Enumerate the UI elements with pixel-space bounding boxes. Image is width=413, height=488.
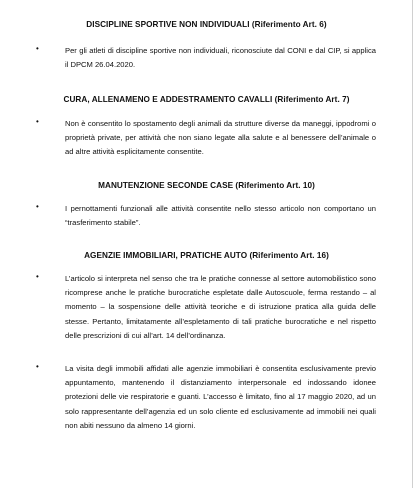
paragraph-text: Per gli atleti di discipline sportive non individuali, riconosciute dal CONI e dal CIP, si applica il DPCM 26.04.2020. bbox=[65, 46, 376, 70]
paragraph-text: L’articolo si interpreta nel senso che tra le pratiche connesse al settore automobilistico sono ricomprese anche le pratiche burocratiche espletate dalle Autoscuole, ferma restando – al momento – la sospensione delle attività teoriche e di istruzione pratica alla guida delle stesse. Pertanto, limitatamente all’espletamento di tali pratiche burocratiche e nel rispetto delle prescrizioni di cui all’art. 14 dell’ordinanza. bbox=[65, 274, 376, 340]
bullet-icon: • bbox=[36, 362, 39, 371]
paragraph-text: Non è consentito lo spostamento degli animali da strutture diverse da maneggi, ippodromi o proprietà private, per attività che non siano legate alla salute e al benessere dell’animale o ad altre attività esplicitamente consentite. bbox=[65, 119, 376, 157]
section-heading-seconde-case: MANUTENZIONE SECONDE CASE (Riferimento Art. 10) bbox=[98, 181, 315, 190]
bullet-item-discipline-sportive bbox=[36, 44, 376, 72]
section-heading-discipline-sportive: DISCIPLINE SPORTIVE NON INDIVIDUALI (Riferimento Art. 6) bbox=[86, 20, 327, 29]
bullet-icon: • bbox=[36, 272, 39, 281]
bullet-item-agenzie-immobiliari bbox=[36, 362, 376, 433]
paragraph-text: I pernottamenti funzionali alle attività consentite nello stesso articolo non comportano un “trasferimento stabile”. bbox=[65, 204, 376, 228]
bullet-icon: • bbox=[36, 117, 39, 126]
section-heading-agenzie-immobiliari: AGENZIE IMMOBILIARI, PRATICHE AUTO (Riferimento Art. 16) bbox=[84, 251, 329, 260]
bullet-icon: • bbox=[36, 44, 39, 53]
paragraph-text: La visita degli immobili affidati alle agenzie immobiliari è consentita esclusivamente previo appuntamento, mantenendo il distanziamento interpersonale ed indossando idonee protezioni delle vie respiratorie e guanti. L’accesso è limitato, fino al 17 maggio 2020, ad un solo rappresentante dell’agenzia ed un solo cliente ed esclusivamente ad immobili nei quali non abiti nessuno da almeno 14 giorni. bbox=[65, 364, 376, 430]
bullet-item-pratiche-auto bbox=[36, 272, 376, 343]
bullet-item-seconde-case bbox=[36, 202, 376, 230]
bullet-icon: • bbox=[36, 202, 39, 211]
bullet-item-cavalli bbox=[36, 117, 376, 160]
section-heading-cavalli: CURA, ALLENAMENO E ADDESTRAMENTO CAVALLI (Riferimento Art. 7) bbox=[63, 95, 350, 104]
